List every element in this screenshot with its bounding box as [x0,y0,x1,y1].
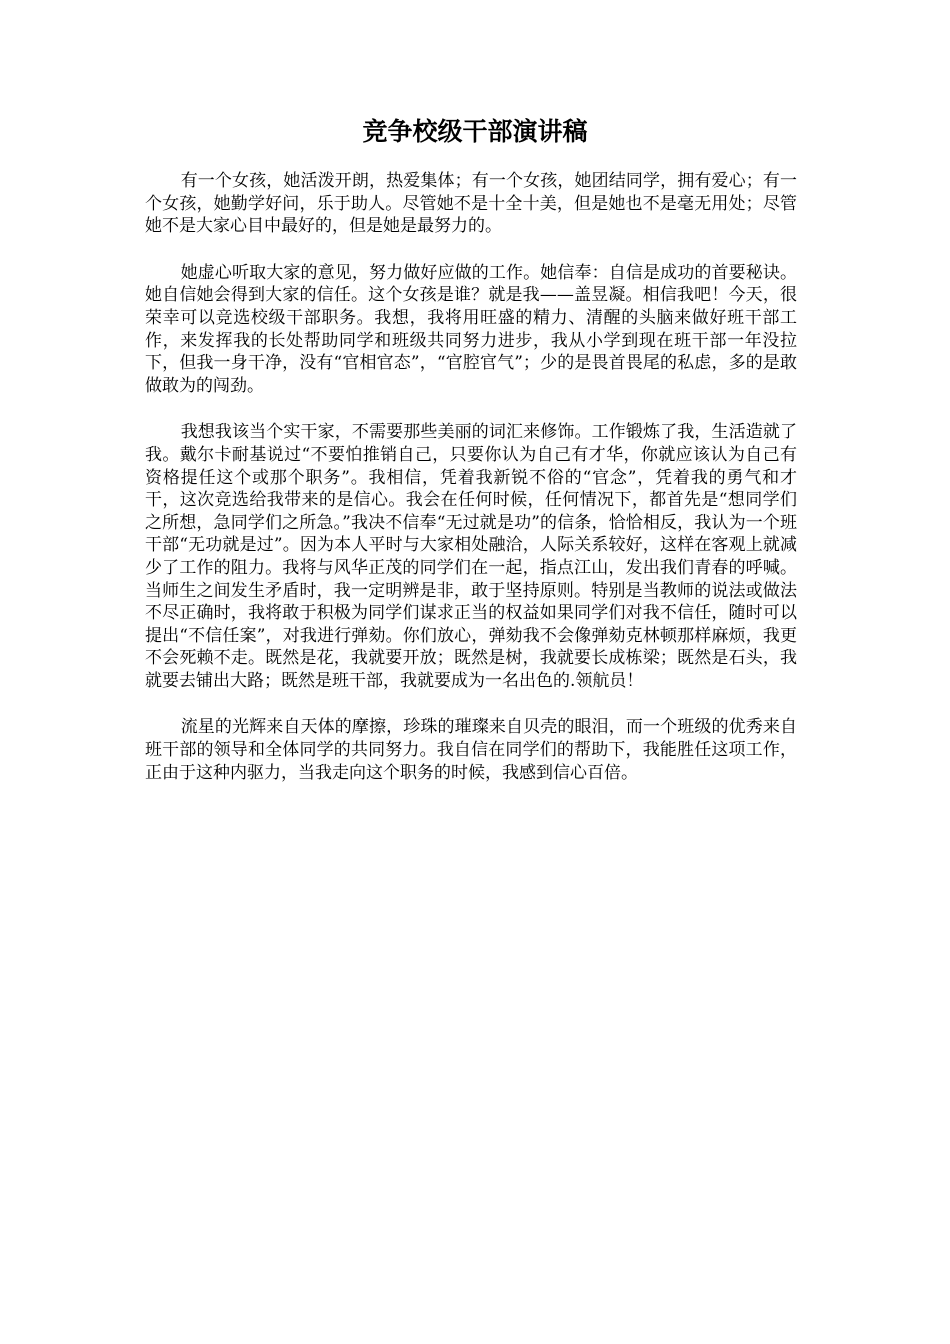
paragraph-1: 有一个女孩，她活泼开朗，热爱集体；有一个女孩，她团结同学，拥有爱心；有一个女孩，她勤学好问，乐于助人。尽管她不是十全十美，但是她也不是毫无用处；尽管她不是大家心目中最好的，但是她是最努力的。 [145,171,797,237]
paragraph-2: 她虚心听取大家的意见，努力做好应做的工作。她信奉：自信是成功的首要秘诀。她自信她会得到大家的信任。这个女孩是谁？就是我——盖昱凝。相信我吧！今天，很荣幸可以竞选校级干部职务。我想，我将用旺盛的精力、清醒的头脑来做好班干部工作，来发挥我的长处帮助同学和班级共同努力进步，我从小学到现在班干部一年没拉下，但我一身干净，没有“官相官态”，“官腔官气”；少的是畏首畏尾的私虑，多的是敢做敢为的闯劲。 [145,262,797,396]
paragraph-3: 我想我该当个实干家，不需要那些美丽的词汇来修饰。工作锻炼了我，生活造就了我。戴尔卡耐基说过“不要怕推销自己，只要你认为自己有才华，你就应该认为自己有资格提任这个或那个职务”。我相信，凭着我新锐不俗的“官念”，凭着我的勇气和才干，这次竞选给我带来的是信心。我会在任何时候，任何情况下，都首先是“想同学们之所想，急同学们之所急。”我决不信奉“无过就是功”的信条，恰恰相反，我认为一个班干部“无功就是过”。因为本人平时与大家相处融洽，人际关系较好，这样在客观上就减少了工作的阻力。我将与风华正茂的同学们在一起，指点江山，发出我们青春的呼喊。当师生之间发生矛盾时，我一定明辨是非，敢于坚持原则。特别是当教师的说法或做法不尽正确时，我将敢于积极为同学们谋求正当的权益如果同学们对我不信任，随时可以提出“不信任案”，对我进行弹劾。你们放心，弹劾我不会像弹劾克林顿那样麻烦，我更不会死赖不走。既然是花，我就要开放；既然是树，我就要长成栋梁；既然是石头，我就要去铺出大路；既然是班干部，我就要成为一名出色的.领航员！ [145,422,797,691]
document-title: 竞争校级干部演讲稿 [362,117,588,146]
document-body [145,170,797,808]
paragraph-4: 流星的光辉来自天体的摩擦，珍珠的璀璨来自贝壳的眼泪，而一个班级的优秀来自班干部的领导和全体同学的共同努力。我自信在同学们的帮助下，我能胜任这项工作，正由于这种内驱力，当我走向这个职务的时候，我感到信心百倍。 [145,717,797,783]
